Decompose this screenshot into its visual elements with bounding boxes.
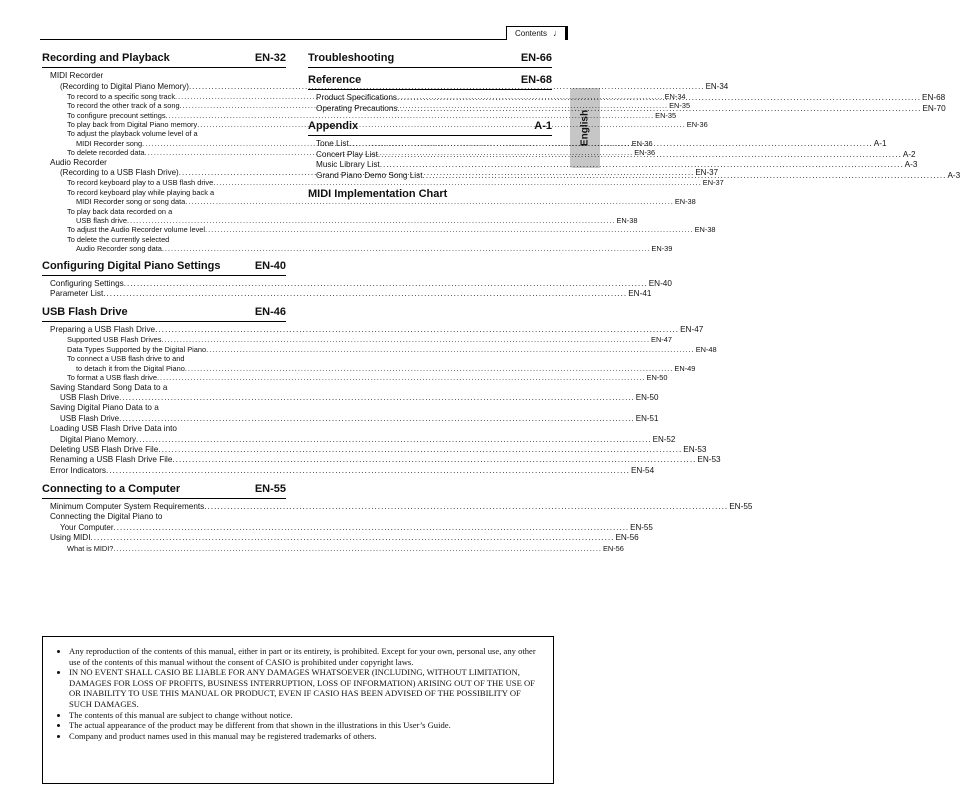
toc-entry-text: To delete recorded data (67, 148, 145, 158)
toc-entry-text: Saving Digital Piano Data to a (50, 403, 159, 413)
toc-entry-page: EN-36 (686, 120, 708, 130)
toc-entry-text: To record to a specific song track (67, 91, 176, 101)
toc-entry[interactable] (42, 393, 659, 403)
toc-entry-page: EN-37 (695, 168, 719, 178)
section-page: EN-46 (254, 305, 286, 318)
toc-entry-text: Using MIDI (50, 533, 91, 543)
toc-entry-page: A-3 (947, 170, 960, 180)
language-tab-label: English (579, 109, 591, 147)
dot-leader (204, 502, 728, 513)
toc-entry[interactable] (42, 207, 286, 216)
toc-entry-page: EN-36 (631, 138, 653, 148)
dot-leader (380, 160, 904, 171)
dot-leader (124, 279, 648, 290)
toc-entry[interactable] (42, 158, 286, 169)
dot-leader (378, 150, 902, 161)
section-page: EN-40 (254, 259, 286, 272)
dot-leader (119, 393, 635, 403)
toc-entry-text: Supported USB Flash Drives (67, 335, 162, 345)
section-heading[interactable] (42, 483, 286, 499)
toc-entry[interactable] (308, 160, 918, 171)
section-title: Recording and Playback (42, 52, 170, 64)
toc-entry-text: What is MIDI? (67, 543, 114, 553)
toc-entry-text: Deleting USB Flash Drive File (50, 444, 159, 454)
toc-entry-text: To record the other track of a song (67, 101, 180, 111)
toc-entry-text: Audio Recorder song data (76, 244, 162, 254)
toc-entry-page: EN-34 (664, 91, 686, 101)
toc-entry-page: EN-35 (669, 101, 691, 111)
toc-entry-page: A-1 (873, 139, 887, 149)
toc-entry[interactable] (42, 335, 672, 345)
toc-entry-page: EN-53 (683, 444, 707, 454)
toc-entry-page: EN-38 (694, 225, 716, 235)
toc-entry-page: EN-36 (634, 148, 656, 158)
toc-entry-page: EN-35 (655, 110, 677, 120)
toc-section (42, 305, 721, 477)
toc-entry[interactable] (42, 110, 677, 120)
toc-section (308, 52, 552, 68)
toc-entry-text: To adjust the Audio Recorder volume level (67, 225, 206, 235)
toc-entry-page: EN-34 (705, 81, 729, 91)
toc-entry-text: Configuring Settings (50, 278, 124, 288)
section-page: EN-55 (254, 482, 286, 495)
toc-entry-text: To record keyboard play while playing back a (67, 187, 215, 197)
section-heading[interactable] (42, 52, 286, 68)
toc-entry-page: EN-39 (651, 244, 673, 254)
toc-entry-page: EN-54 (630, 466, 655, 476)
legal-notice-item: • Any reproduction of the contents of this manual, either in part or its entirety, is prohibited. Except for your own, personal use, any other use of the contents of this manual without the consent of CASIO is prohibited under copyright laws. (69, 646, 543, 667)
toc-entry-text: Operating Precautions (316, 103, 398, 113)
section-page: EN-68 (520, 74, 552, 86)
toc-entry[interactable] (42, 383, 286, 394)
toc-entry-text: Your Computer (60, 522, 114, 532)
legal-notice-item: • IN NO EVENT SHALL CASIO BE LIABLE FOR ANY DAMAGES WHATSOEVER (INCLUDING, WITHOUT LIMITATION, DAMAGES FOR LOSS OF PROFITS, BUSINESS INTERRUPTION, LOSS OF INFORMATION) ARISING OUT OF THE USE OF OR INABILITY TO USE THIS MANUAL OR PRODUCT, EVEN IF CASIO HAS BEEN ADVISED OF THE POSSIBILITY OF SUCH DAMAGES. (69, 667, 543, 709)
toc-entry-page: EN-56 (602, 543, 624, 553)
toc-entry-text: Parameter List (50, 289, 104, 299)
page-header (40, 22, 568, 42)
contents-tab-label: Contents (514, 29, 547, 38)
toc-entry-page: A-2 (902, 149, 916, 159)
toc-entry-text: Error Indicators (50, 466, 106, 476)
legal-notice-item: • The actual appearance of the product may be different from that shown in the illustrations in this User’s Guide. (69, 720, 543, 731)
section-title: Configuring Digital Piano Settings (42, 259, 221, 272)
toc-entry-page: A-3 (904, 160, 918, 170)
dot-leader (397, 104, 921, 115)
toc-entry[interactable] (42, 81, 729, 92)
toc-entry[interactable] (42, 543, 624, 553)
toc-entry[interactable] (42, 501, 753, 513)
dot-leader (103, 289, 627, 300)
toc-entry[interactable] (42, 424, 286, 435)
section-title: Connecting to a Computer (42, 482, 181, 495)
toc-entry[interactable] (42, 178, 724, 188)
toc-entry[interactable] (42, 522, 653, 533)
toc-entry[interactable] (42, 278, 672, 290)
toc-entry-page: EN-52 (652, 434, 676, 444)
toc-entry-text: MIDI Recorder song or song data (76, 197, 186, 207)
section-title: USB Flash Drive (42, 305, 128, 318)
section-heading[interactable] (308, 120, 552, 136)
toc-entry-text: Digital Piano Memory (60, 434, 137, 444)
toc-entry-page: EN-70 (922, 103, 946, 113)
header-rule (40, 39, 568, 40)
toc-entry-page: EN-55 (729, 501, 753, 511)
toc-entry-text: To delete the currently selected (67, 234, 170, 244)
toc-entry-page: EN-37 (702, 178, 724, 188)
dot-leader (114, 523, 630, 533)
toc-entry-text: MIDI Recorder (50, 71, 104, 80)
dot-leader (205, 225, 694, 234)
dot-leader (158, 445, 682, 456)
toc-section (42, 482, 753, 553)
toc-entry-text: Preparing a USB Flash Drive (50, 324, 156, 334)
toc-entry-text: (Recording to Digital Piano Memory) (60, 81, 189, 91)
legal-notice-item: • Company and product names used in this manual may be registered trademarks of others. (69, 731, 543, 742)
toc-section (308, 188, 552, 203)
toc-entry-text: to detach it from the Digital Piano (76, 363, 185, 373)
toc-entry-page: EN-47 (651, 335, 672, 345)
section-page: EN-32 (254, 52, 286, 64)
dot-leader (172, 455, 696, 466)
toc-entry-text: Product Specifications (316, 93, 398, 102)
toc-entry[interactable] (42, 363, 696, 373)
toc-entry[interactable] (42, 225, 716, 235)
toc-entry-text: Concert Play List (316, 149, 378, 159)
toc-entry-text: To play back data recorded on a (67, 206, 173, 216)
section-page: EN-66 (520, 52, 552, 64)
toc-entry-page: EN-50 (646, 373, 668, 383)
toc-entry-page: EN-53 (697, 455, 721, 465)
toc-entry[interactable] (42, 71, 286, 82)
section-heading[interactable] (42, 260, 286, 276)
toc-entry[interactable] (42, 373, 668, 383)
section-title: MIDI Implementation Chart (308, 187, 448, 200)
toc-section (42, 259, 672, 300)
toc-entry-page: EN-48 (695, 344, 717, 354)
toc-entry[interactable] (42, 403, 286, 414)
toc-entry[interactable] (42, 413, 659, 424)
dot-leader (349, 139, 873, 150)
dot-leader (185, 364, 674, 373)
dot-leader (423, 171, 947, 182)
toc-entry-text: Loading USB Flash Drive Data into (50, 424, 177, 434)
toc-entry[interactable] (42, 512, 286, 523)
toc-entry-text: To adjust the playback volume level of a (67, 129, 198, 139)
toc-entry-page: EN-56 (615, 533, 639, 543)
toc-entry[interactable] (42, 324, 704, 336)
toc-entry-text: To record keyboard play to a USB flash drive (67, 178, 214, 188)
legal-notice-box (42, 636, 554, 784)
toc-entry[interactable] (42, 455, 721, 466)
toc-entry-page: EN-68 (921, 93, 946, 102)
toc-entry[interactable] (42, 466, 655, 477)
dot-leader (106, 466, 630, 477)
section-heading[interactable] (308, 74, 552, 90)
toc-entry-page: EN-50 (635, 393, 659, 403)
toc-entry[interactable] (42, 533, 639, 544)
toc-entry-text: Data Types Supported by the Digital Piano (67, 344, 207, 354)
toc-entry-text: Audio Recorder (50, 157, 107, 167)
toc-entry-text: Connecting the Digital Piano to (50, 512, 163, 522)
toc-entry-text: Grand Piano Demo Song List (316, 170, 423, 180)
section-heading[interactable] (308, 52, 552, 68)
toc-entry[interactable] (42, 129, 286, 138)
legal-notice-list (59, 646, 543, 741)
toc-entry[interactable] (42, 344, 717, 354)
section-page: A-1 (534, 120, 552, 133)
toc-entry[interactable] (42, 216, 638, 226)
toc-entry[interactable] (42, 244, 673, 254)
toc-entry-text: Renaming a USB Flash Drive File (50, 455, 173, 465)
toc-entry-text: To configure precount settings (67, 110, 166, 120)
toc-entry-text: USB Flash Drive (60, 413, 120, 423)
toc-entry-text: To play back from Digital Piano memory (67, 120, 198, 130)
dot-leader (119, 414, 635, 424)
toc-entry-page: EN-38 (674, 197, 696, 207)
legal-notice-item: • The contents of this manual are subject to change without notice. (69, 710, 543, 721)
toc-entry-page: EN-38 (616, 216, 638, 226)
dot-leader (127, 216, 616, 225)
toc-entry[interactable] (42, 444, 707, 456)
dot-leader (155, 325, 679, 336)
dot-leader (161, 335, 650, 344)
toc-entry-text: USB Flash Drive (60, 393, 120, 403)
toc-entry-text: USB flash drive (76, 216, 127, 226)
dot-leader (397, 93, 921, 104)
toc-entry[interactable] (42, 434, 676, 445)
section-title: Reference (308, 74, 362, 86)
section-heading[interactable] (308, 188, 552, 203)
section-title: Troubleshooting (308, 52, 395, 64)
toc-entry-text: Minimum Computer System Requirements (50, 501, 205, 511)
toc-entry-page: EN-51 (635, 413, 659, 423)
toc-entry-page: EN-49 (674, 363, 696, 373)
dot-leader (162, 244, 651, 253)
toc-entry-page: EN-41 (628, 289, 652, 299)
toc-entry[interactable] (42, 289, 652, 300)
toc-entry[interactable] (42, 354, 286, 363)
dot-leader (113, 544, 602, 553)
toc-entry-text: Saving Standard Song Data to a (50, 382, 168, 392)
toc-entry-text: To connect a USB flash drive to and (67, 354, 185, 364)
toc-entry[interactable] (42, 188, 286, 197)
dot-leader (157, 373, 646, 382)
toc-entry-text: MIDI Recorder song (76, 138, 143, 148)
toc-entry-text: Music Library List (316, 160, 380, 170)
section-heading[interactable] (42, 306, 286, 322)
toc-entry-text: To format a USB flash drive (67, 373, 157, 383)
toc-entry-text: (Recording to a USB Flash Drive) (60, 168, 179, 178)
dot-leader (136, 435, 652, 445)
toc-entry-page: EN-40 (648, 278, 672, 288)
dot-leader (206, 345, 695, 354)
toc-entry[interactable] (42, 197, 696, 207)
toc-entry-text: Tone List (316, 139, 349, 149)
dot-leader (91, 533, 615, 544)
toc-entry-page: EN-47 (680, 324, 704, 334)
toc-entry[interactable] (42, 235, 286, 244)
toc-entry-page: EN-55 (630, 522, 653, 532)
music-note-icon: ♩ (553, 28, 562, 38)
contents-tab (506, 26, 568, 40)
section-title: Appendix (308, 120, 359, 133)
